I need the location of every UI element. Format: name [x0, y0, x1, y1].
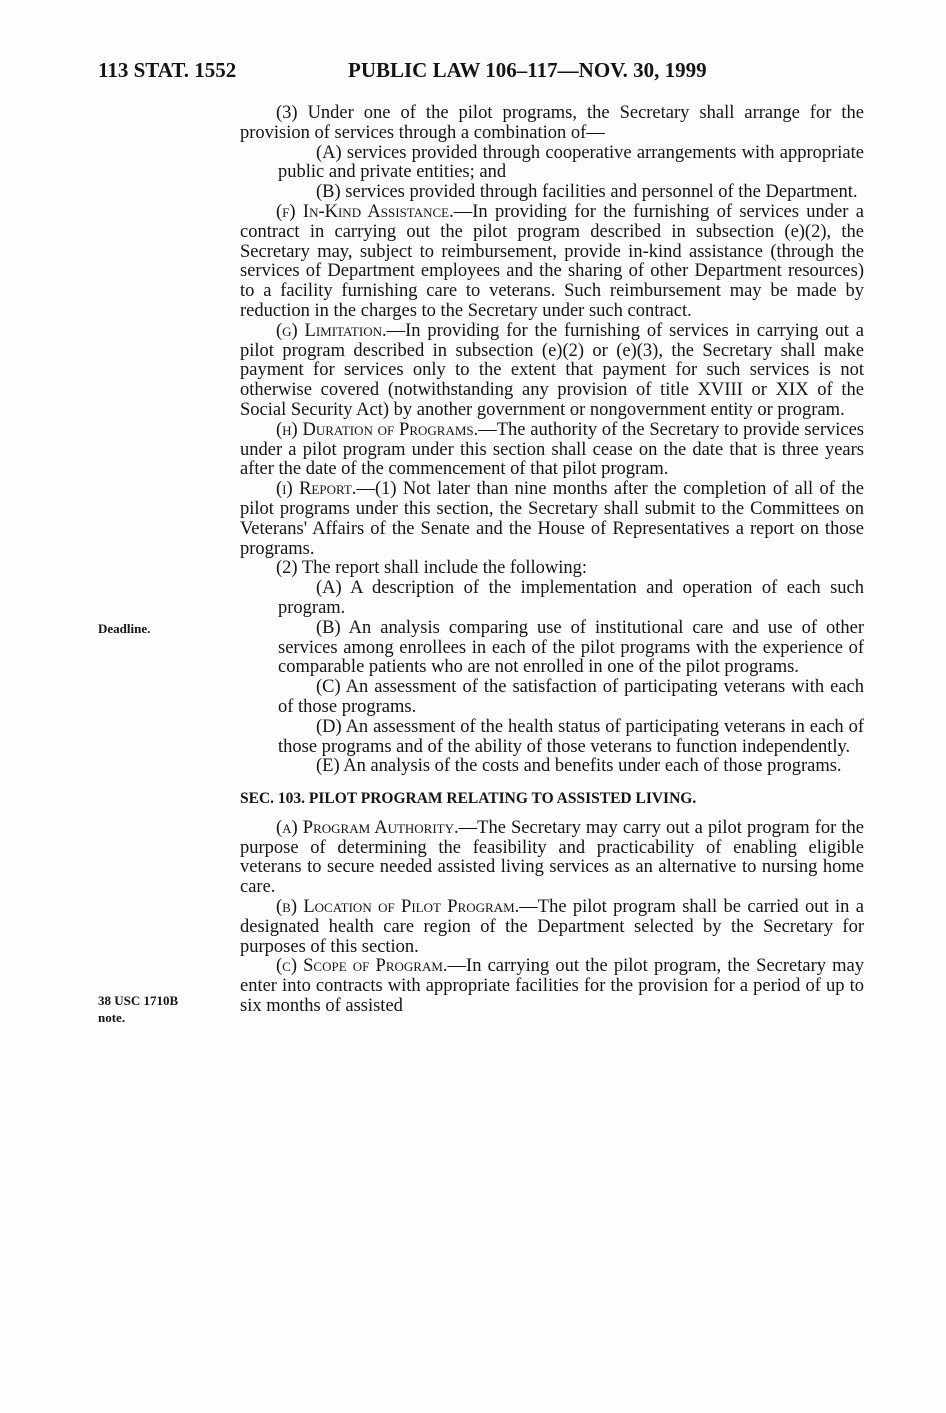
paragraph-g	[240, 322, 864, 421]
document-body	[240, 104, 864, 1017]
paragraph-a	[240, 819, 864, 898]
heading-g: (g) Limitation.	[276, 320, 387, 341]
text-a: —The Secretary may carry out a pilot program for the purpose of determining the feasibility and practicability of enabling eligible veterans to secure needed assisted living services as an alternative to nursing home care.	[240, 817, 864, 898]
stat-citation: 113 STAT. 1552	[98, 58, 237, 82]
margin-note-usc	[98, 992, 178, 1026]
section-heading: SEC. 103. PILOT PROGRAM RELATING TO ASSISTED LIVING.	[240, 790, 697, 808]
paragraph-e3B: (B) services provided through facilities and personnel of the Department.	[316, 182, 858, 203]
paragraph-h	[240, 421, 864, 480]
text-c: —In carrying out the pilot program, the Secretary may enter into contracts with appropriate facilities for the provision for a period of up to six months of assisted	[240, 956, 864, 1017]
paragraph-i2C: (C) An assessment of the satisfaction of participating veterans with each of those programs.	[278, 677, 864, 717]
heading-i: (i) Report.	[276, 479, 357, 500]
heading-h: (h) Duration of Programs.	[276, 419, 479, 440]
heading-a: (a) Program Authority.	[276, 817, 459, 838]
margin-note-usc-line2: note.	[98, 1010, 126, 1025]
paragraph-b	[240, 898, 864, 957]
heading-b: (b) Location of Pilot Program.	[276, 897, 520, 918]
margin-note-deadline: Deadline.	[98, 621, 151, 636]
heading-c: (c) Scope of Program.	[276, 956, 448, 977]
paragraph-i2B: (B) An analysis comparing use of institutional care and use of other services among enrollees in each of the pilot programs with the experience of comparable patients who are not enrolled in one of the pilot programs.	[278, 617, 864, 678]
paragraph-i2: (2) The report shall include the following:	[276, 558, 587, 579]
margin-note-usc-line1: 38 USC 1710B	[98, 993, 179, 1008]
text-i: —(1) Not later than nine months after the completion of all of the pilot programs under this section, the Secretary shall submit to the Committees on Veterans' Affairs of the Senate and the House of Representatives a report on those programs.	[240, 479, 864, 559]
paragraph-i	[240, 480, 864, 559]
text-g: —In providing for the furnishing of services in carrying out a pilot program described in subsection (e)(2) or (e)(3), the Secretary shall make payment for services only to the extent that payment for such services is not otherwise covered (notwithstanding any provision of title XVIII or XIX of the Social Security Act) by another government or nongovernment entity or program.	[240, 320, 864, 420]
text-f: —In providing for the furnishing of services under a contract in carrying out the pilot program described in subsection (e)(2), the Secretary may, subject to reimbursement, provide in-kind assistance (through the services of Department employees and the sharing of other Department resources) to a facility furnishing care to veterans. Such reimbursement may be made by reduction in the charges to the Secretary under such contract.	[240, 201, 864, 321]
public-law-title: PUBLIC LAW 106–117—NOV. 30, 1999	[348, 58, 707, 82]
paragraph-c	[240, 957, 864, 1016]
paragraph-i2E: (E) An analysis of the costs and benefits under each of those programs.	[316, 756, 842, 777]
paragraph-i2D: (D) An assessment of the health status of participating veterans in each of those programs and of the ability of those veterans to function independently.	[278, 716, 864, 757]
text-b: —The pilot program shall be carried out in a designated health care region of the Department selected by the Secretary for purposes of this section.	[240, 897, 864, 957]
paragraph-e3: (3) Under one of the pilot programs, the Secretary shall arrange for the provision of services through a combination of—	[240, 103, 864, 143]
paragraph-f	[240, 203, 864, 322]
heading-f: (f) In-Kind Assistance.	[276, 201, 454, 222]
text-h: —The authority of the Secretary to provide services under a pilot program under this section shall cease on the date that is three years after the date of the commencement of that pilot program.	[240, 419, 864, 480]
paragraph-i2A: (A) A description of the implementation and operation of each such program.	[278, 578, 864, 618]
paragraph-e3A: (A) services provided through cooperative arrangements with appropriate public and private entities; and	[278, 142, 864, 183]
